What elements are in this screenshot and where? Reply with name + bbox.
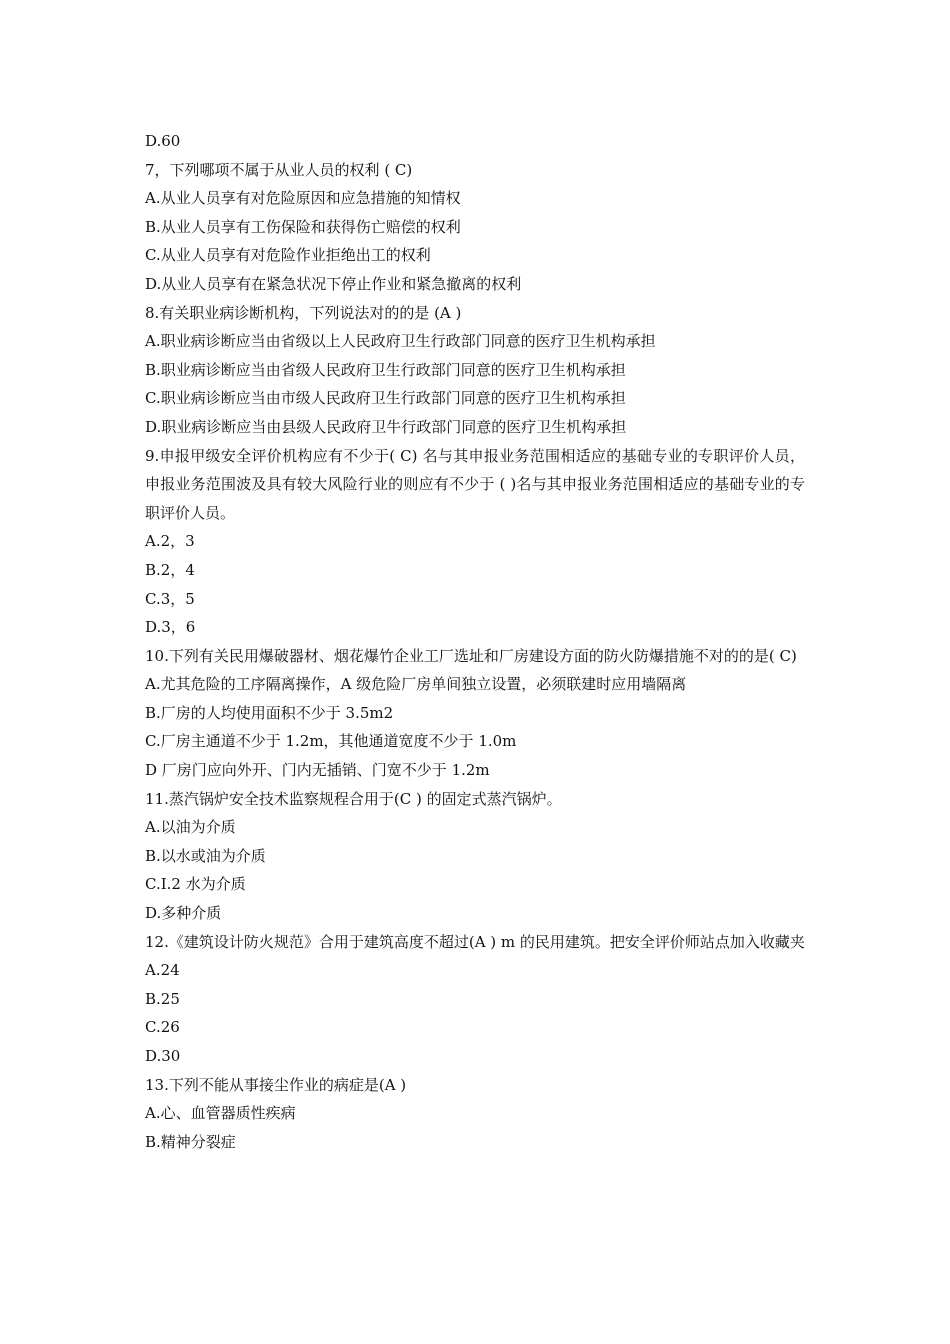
question-8-option-a: A.职业病诊断应当由省级以上人民政府卫生行政部门同意的医疗卫生机构承担 <box>145 332 656 351</box>
question-11-option-b: B.以水或油为介质 <box>145 846 266 865</box>
question-12: 12.《建筑设计防火规范》合用于建筑高度不超过(A ) m 的民用建筑。把安全评价师站点加入收藏夹 <box>145 932 805 951</box>
question-11-option-c: C.I.2 水为介质 <box>145 875 246 894</box>
question-8: 8.有关职业病诊断机构，下列说法对的的是 (A ) <box>145 303 462 322</box>
question-13: 13.下列不能从事接尘作业的病症是(A ) <box>145 1075 407 1094</box>
question-8-option-d: D.职业病诊断应当由县级人民政府卫牛行政部门同意的医疗卫生机构承担 <box>145 417 627 436</box>
question-9-option-a: A.2，3 <box>145 532 195 551</box>
question-10-option-b: B.厂房的人均使用面积不少于 3.5m2 <box>145 703 394 722</box>
question-11-option-a: A.以油为介质 <box>145 818 236 837</box>
question-12-option-a: A.24 <box>145 961 180 980</box>
question-11-option-d: D.多种介质 <box>145 904 222 923</box>
question-7-option-b: B.从业人员享有工伤保险和获得伤亡赔偿的权利 <box>145 217 461 236</box>
question-10-option-d: D 厂房门应向外开、门内无插销、门宽不少于 1.2m <box>145 761 490 780</box>
question-11: 11.蒸汽锅炉安全技术监察规程合用于(C ) 的固定式蒸汽锅炉。 <box>145 789 562 808</box>
question-8-option-c: C.职业病诊断应当由市级人民政府卫生行政部门同意的医疗卫生机构承担 <box>145 389 626 408</box>
question-12-option-c: C.26 <box>145 1018 180 1037</box>
question-10-option-c: C.厂房主通道不少于 1.2m，其他通道宽度不少于 1.0m <box>145 732 517 751</box>
question-9-option-d: D.3，6 <box>145 618 196 637</box>
question-9-option-b: B.2，4 <box>145 560 195 579</box>
question-12-option-b: B.25 <box>145 989 180 1008</box>
question-9-option-c: C.3，5 <box>145 589 195 608</box>
question-7-option-a: A.从业人员享有对危险原因和应急措施的知情权 <box>145 189 461 208</box>
question-13-option-b: B.精神分裂症 <box>145 1132 236 1151</box>
question-7: 7，下列哪项不属于从业人员的权利 ( C) <box>145 160 413 179</box>
question-12-option-d: D.30 <box>145 1047 181 1065</box>
question-7-option-c: C.从业人员享有对危险作业拒绝出工的权利 <box>145 246 431 265</box>
question-10-option-a: A.尤其危险的工序隔离操作，A 级危险厂房单间独立设置，必须联建时应用墙隔离 <box>145 675 687 694</box>
document-body <box>145 127 805 1156</box>
question-10: 10.下列有关民用爆破器材、烟花爆竹企业工厂选址和厂房建设方面的防火防爆措施不对的的是( C) <box>145 646 797 665</box>
question-8-option-b: B.职业病诊断应当由省级人民政府卫生行政部门同意的医疗卫生机构承担 <box>145 360 626 379</box>
question-7-option-d: D.从业人员享有在紧急状况下停止作业和紧急撤离的权利 <box>145 274 522 293</box>
option-d-60: D.60 <box>145 132 181 150</box>
question-13-option-a: A.心、血管器质性疾病 <box>145 1104 296 1123</box>
question-9: 9.申报甲级安全评价机构应有不少于( C) 名与其申报业务范围相适应的基础专业的专职评价人员，申报业务范围波及具有较大风险行业的则应有不少于 ( )名与其申报业务范围相适应的基础专业的专职评价人员。 <box>145 446 805 522</box>
